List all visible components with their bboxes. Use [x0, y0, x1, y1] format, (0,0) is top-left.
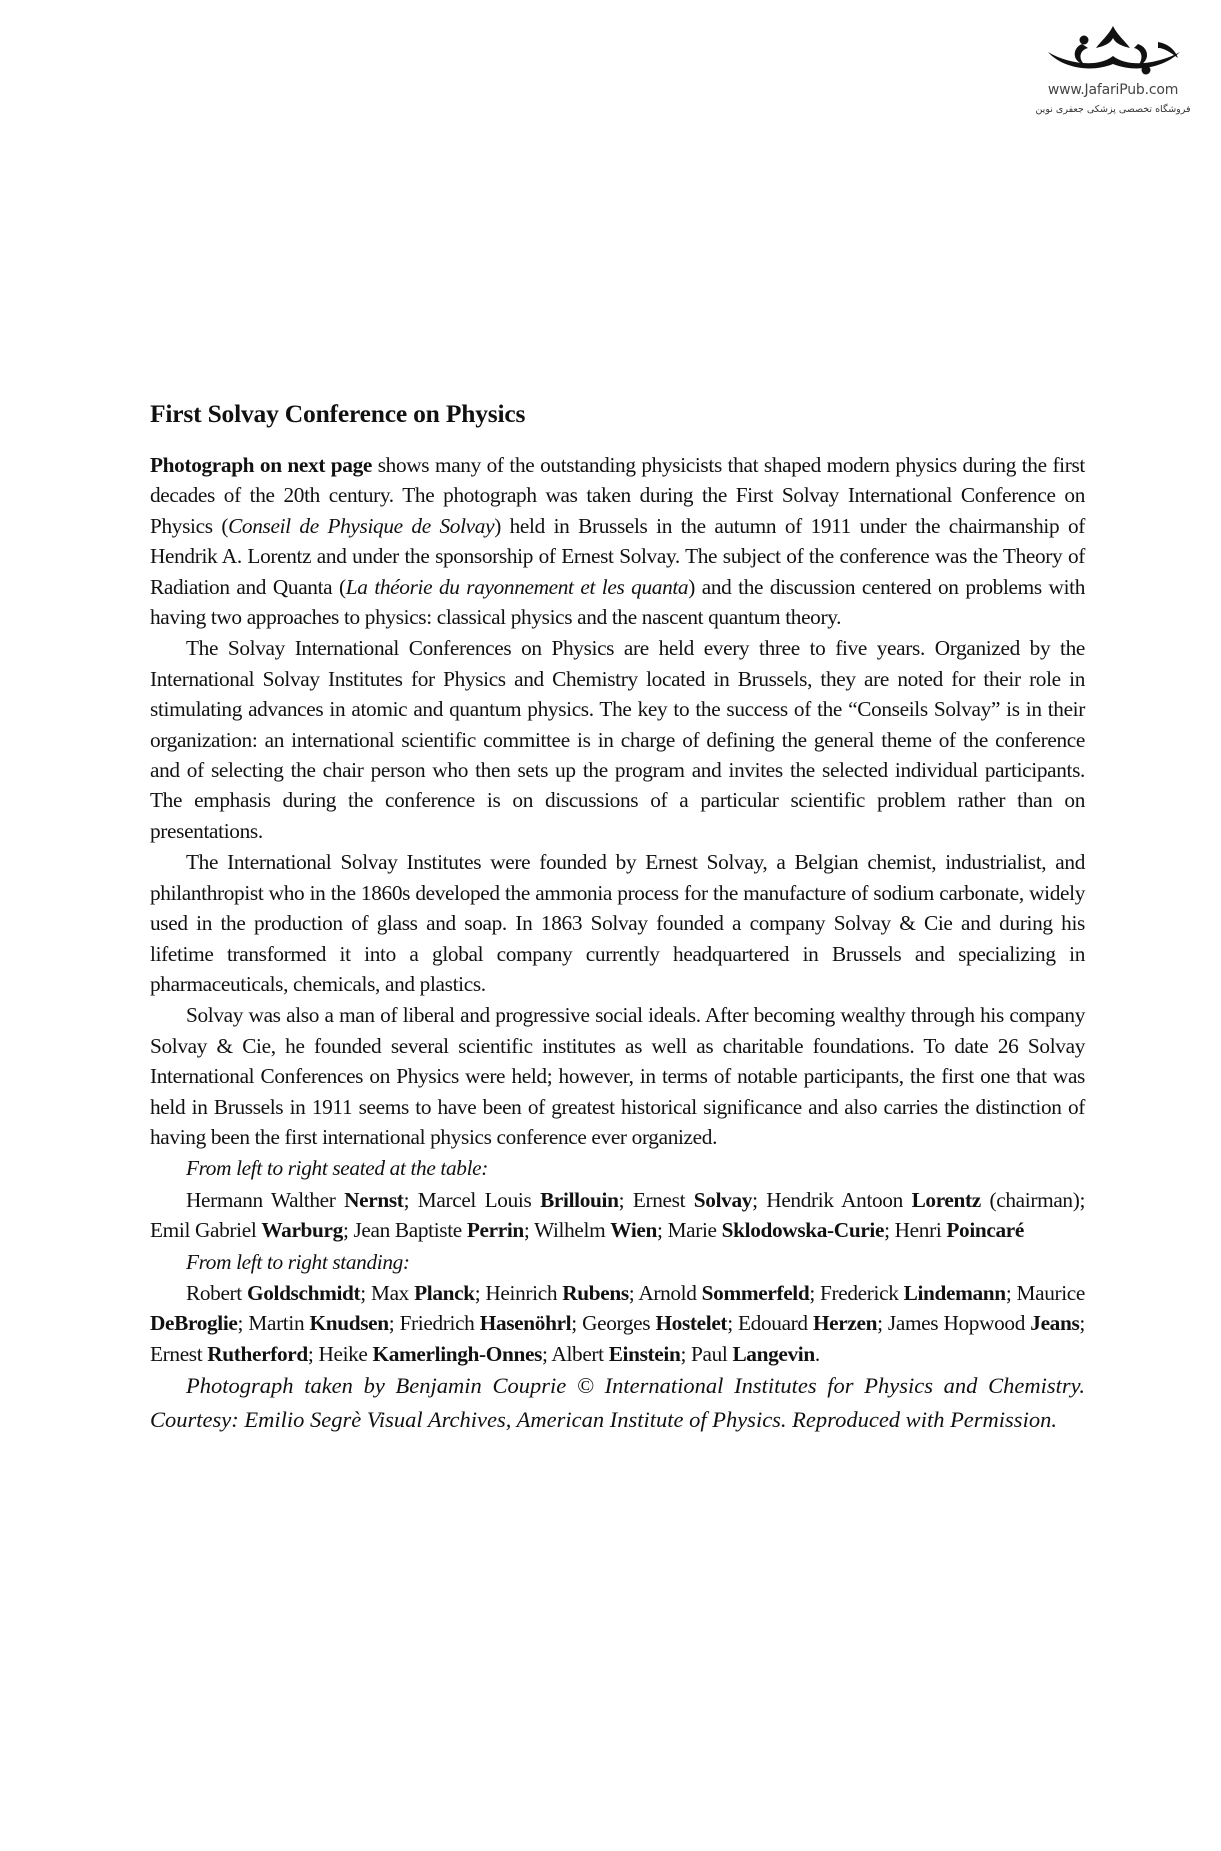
person-first-name: James Hopwood — [887, 1311, 1031, 1336]
separator: ; — [237, 1311, 249, 1336]
italic-run: From left to right standing: — [186, 1249, 410, 1274]
separator: ; — [727, 1311, 739, 1336]
person-last-name: Goldschmidt — [246, 1280, 361, 1305]
person-last-name: Herzen — [812, 1311, 878, 1336]
separator: (chairman); — [980, 1187, 1086, 1212]
seated-heading — [150, 1153, 1085, 1183]
person-first-name: Hermann Walther — [186, 1187, 345, 1212]
person-first-name: Wilhelm — [534, 1218, 611, 1243]
separator: ; — [618, 1187, 633, 1212]
italic-run: From left to right seated at the table: — [186, 1156, 489, 1181]
separator: ; — [523, 1218, 535, 1243]
person-first-name: Robert — [186, 1280, 247, 1305]
separator: ; — [474, 1280, 486, 1305]
person-last-name: Jeans — [1030, 1311, 1080, 1336]
person-last-name: Kamerlingh-Onnes — [372, 1341, 543, 1366]
person-last-name: Solvay — [693, 1187, 753, 1212]
paragraph-intro — [150, 450, 1085, 632]
person-first-name: Georges — [582, 1311, 656, 1336]
text-run: shows many of the outstanding physicists that shaped modern physics during the first decades of the 20th century. The photograph was taken during the First Solvay International Conference on Physics ( — [150, 453, 1085, 538]
person-last-name: Knudsen — [309, 1311, 389, 1336]
person-first-name: Max — [370, 1280, 415, 1305]
person-first-name: Jean Baptiste — [353, 1218, 467, 1243]
person-last-name: Einstein — [608, 1341, 681, 1366]
person-last-name: Hasenöhrl — [479, 1311, 572, 1336]
person-last-name: Brillouin — [540, 1187, 619, 1212]
separator: ; — [1005, 1280, 1017, 1305]
paragraph-institutes: The International Solvay Institutes were founded by Ernest Solvay, a Belgian chemist, industrialist, and philanthropist who in the 1860s developed the ammonia process for the manufacture of sodium carbonate, widely used in the production of glass and soap. In 1863 Solvay founded a company Solvay & Cie and during his lifetime transformed it into a global company currently headquartered in Brussels and specializing in pharmaceuticals, chemicals, and plastics. — [150, 850, 1085, 996]
jafari-calligraphy-logo-icon — [1038, 22, 1188, 80]
person-first-name: Albert — [551, 1341, 609, 1366]
person-last-name: Poincaré — [946, 1218, 1024, 1243]
person-last-name: Sommerfeld — [701, 1280, 810, 1305]
separator: ; — [342, 1218, 354, 1243]
person-first-name: Heinrich — [485, 1280, 563, 1305]
person-last-name: DeBroglie — [150, 1311, 238, 1336]
standing-list — [150, 1278, 1085, 1369]
publisher-url: www.JafariPub.com — [1047, 82, 1179, 98]
separator: ; — [809, 1280, 821, 1305]
person-first-name: Henri — [894, 1218, 947, 1243]
person-last-name: Planck — [414, 1280, 475, 1305]
person-last-name: Lindemann — [903, 1280, 1006, 1305]
separator: ; — [628, 1280, 639, 1305]
person-last-name: Wien — [610, 1218, 658, 1243]
standing-heading — [150, 1247, 1085, 1277]
separator: ; — [403, 1187, 418, 1212]
person-last-name: Sklodowska-Curie — [721, 1218, 885, 1243]
person-first-name: Maurice — [1016, 1280, 1086, 1305]
person-first-name: Arnold — [638, 1280, 702, 1305]
seated-list — [150, 1185, 1085, 1246]
separator: ; — [542, 1341, 552, 1366]
person-first-name: Ernest — [150, 1341, 208, 1366]
section-title: First Solvay Conference on Physics — [150, 399, 526, 428]
person-first-name: Friedrich — [399, 1311, 480, 1336]
publisher-logo — [1018, 22, 1208, 115]
italic-run: Conseil de Physique de Solvay — [228, 513, 495, 538]
page-body — [150, 398, 1085, 1437]
separator: ; — [571, 1311, 583, 1336]
person-first-name: Paul — [691, 1341, 733, 1366]
text-run: ) held in Brussels in the autumn of 1911 under the chairmanship of Hendrik A. Lorentz and under the sponsorship of Ernest Solvay. The subject of the conference was the Theory of Radiation and Quanta ( — [150, 513, 1086, 599]
separator: ; — [1079, 1311, 1085, 1336]
person-first-name: Ernest — [632, 1187, 694, 1212]
person-first-name: Heike — [318, 1341, 373, 1366]
person-last-name: Hostelet — [655, 1311, 728, 1336]
separator: ; — [680, 1341, 692, 1366]
text-run: ) and the discussion centered on problems with having two approaches to physics: classical physics and the nascent quantum theory. — [150, 574, 1086, 630]
person-last-name: Warburg — [261, 1218, 343, 1243]
separator: . — [814, 1341, 820, 1366]
person-first-name: Frederick — [820, 1280, 904, 1305]
person-first-name: Marcel Louis — [417, 1187, 541, 1212]
person-first-name: Marie — [667, 1218, 722, 1243]
person-first-name: Emil Gabriel — [150, 1218, 262, 1243]
italic-run: La théorie du rayonnement et les quanta — [345, 574, 689, 599]
lead-bold: Photograph on next page — [150, 453, 373, 477]
publisher-subtitle: فروشگاه تخصصی پزشکی جعفری نوین — [1035, 104, 1191, 115]
paragraph-solvay: Solvay was also a man of liberal and progressive social ideals. After becoming wealthy through his company Solvay & Cie, he founded several scientific institutes as well as charitable foundations. To date 26 Solvay International Conferences on Physics were held; however, in terms of notable participants, the first one that was held in Brussels in 1911 seems to have been of greatest historical significance and also carries the distinction of having been the first international physics conference ever organized. — [150, 1003, 1085, 1149]
paragraph-conferences: The Solvay International Conferences on Physics are held every three to five years. Organized by the International Solvay Institutes for Physics and Chemistry located in Brussels, they are noted for their role in stimulating advances in atomic and quantum physics. The key to the success of the “Conseils Solvay” is in their organization: an international scientific committee is in charge of defining the general theme of the conference and of selecting the chair person who then sets up the program and invites the selected individual participants. The emphasis during the conference is on discussions of a particular scientific problem rather than on presentations. — [150, 636, 1085, 843]
person-last-name: Perrin — [466, 1218, 524, 1243]
separator: ; — [877, 1311, 888, 1336]
separator: ; — [657, 1218, 668, 1243]
person-first-name: Martin — [248, 1311, 310, 1336]
person-last-name: Nernst — [344, 1187, 404, 1212]
person-last-name: Lorentz — [911, 1187, 981, 1212]
person-first-name: Hendrik Antoon — [766, 1187, 912, 1212]
photo-credit: Photograph taken by Benjamin Couprie © International Institutes for Physics and Chemistry. Courtesy: Emilio Segrè Visual Archives, American Institute of Physics. Reproduced with Permission. — [150, 1373, 1085, 1433]
separator: ; — [884, 1218, 895, 1243]
person-last-name: Rutherford — [207, 1341, 308, 1366]
separator: ; — [307, 1341, 319, 1366]
separator: ; — [752, 1187, 767, 1212]
person-last-name: Rubens — [562, 1280, 629, 1305]
separator: ; — [388, 1311, 400, 1336]
person-first-name: Edouard — [738, 1311, 813, 1336]
separator: ; — [360, 1280, 371, 1305]
person-last-name: Langevin — [732, 1341, 815, 1366]
